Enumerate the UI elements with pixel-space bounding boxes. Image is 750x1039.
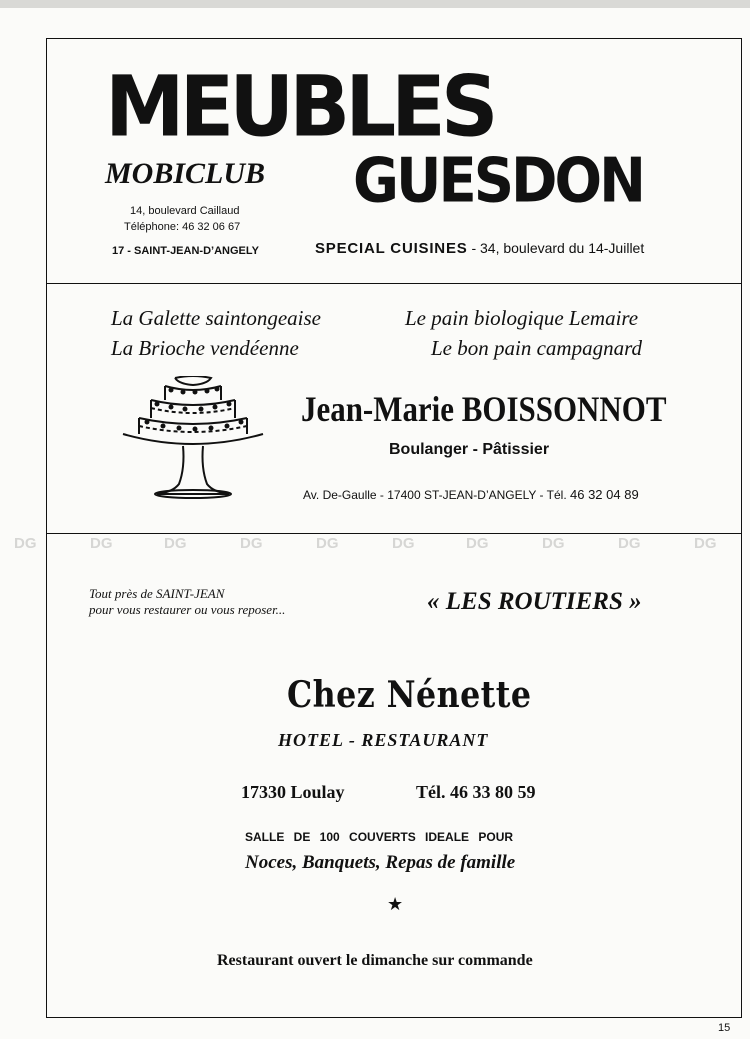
restaurant-events: Noces, Banquets, Repas de famille	[245, 852, 516, 873]
restaurant-type: HOTEL - RESTAURANT	[278, 730, 489, 750]
product-brioche: La Brioche vendéenne	[111, 336, 299, 360]
cake-icon	[113, 376, 273, 500]
dg-watermark: DG	[90, 535, 113, 552]
meubles-phone: Téléphone: 46 32 06 67	[124, 221, 241, 233]
meubles-title: MEUBLES	[105, 57, 494, 156]
baker-phone: 46 32 04 89	[570, 487, 639, 502]
dg-watermark-row	[0, 495, 750, 565]
restaurant-phone: Tél. 46 33 80 59	[416, 782, 536, 802]
page-edge	[0, 0, 750, 8]
special-cuisines-line	[315, 240, 644, 257]
product-pain-biologique: Le pain biologique Lemaire	[405, 306, 639, 330]
special-cuisines-label: SPECIAL CUISINES	[315, 240, 468, 257]
meubles-city: 17 - SAINT-JEAN-D’ANGELY	[112, 245, 259, 257]
dg-watermark: DG	[694, 535, 717, 552]
baker-address: Av. De-Gaulle - 17400 ST-JEAN-D’ANGELY - Tél.	[303, 488, 567, 502]
les-routiers-headline: « LES ROUTIERS »	[427, 588, 642, 615]
special-cuisines-address: - 34, boulevard du 14-Juillet	[467, 240, 645, 256]
dg-watermark: DG	[466, 535, 489, 552]
restaurant-capacity: SALLE DE 100 COUVERTS IDEALE POUR	[245, 830, 514, 844]
baker-trade: Boulanger - Pâtissier	[389, 441, 550, 458]
dg-watermark: DG	[392, 535, 415, 552]
restaurant-opening: Restaurant ouvert le dimanche sur commande	[217, 952, 533, 969]
restaurant-name: Chez Nénette	[287, 674, 532, 716]
ad-chez-nenette	[47, 534, 741, 1019]
meubles-address: 14, boulevard Caillaud	[130, 205, 240, 217]
restaurant-location: 17330 Loulay	[241, 782, 345, 802]
dg-watermark: DG	[542, 535, 565, 552]
guesdon-name: GUESDON	[353, 145, 643, 217]
baker-name: Jean-Marie BOISSONNOT	[301, 389, 667, 429]
tagline-line-2: pour vous restaurer ou vous reposer...	[89, 602, 286, 618]
restaurant-tagline	[89, 586, 285, 619]
dg-watermark: DG	[618, 535, 641, 552]
ad-meubles-guesdon	[47, 39, 741, 284]
product-galette: La Galette saintongeaise	[111, 306, 321, 330]
page-number: 15	[718, 1022, 731, 1034]
product-bon-pain: Le bon pain campagnard	[431, 336, 642, 360]
tagline-line-1: Tout près de SAINT-JEAN	[89, 586, 225, 601]
dg-watermark: DG	[164, 535, 187, 552]
dg-watermark: DG	[14, 535, 37, 552]
mobiclub-brand: MOBICLUB	[105, 157, 266, 190]
star-icon: ★	[387, 894, 404, 914]
dg-watermark: DG	[316, 535, 339, 552]
dg-watermark: DG	[240, 535, 263, 552]
